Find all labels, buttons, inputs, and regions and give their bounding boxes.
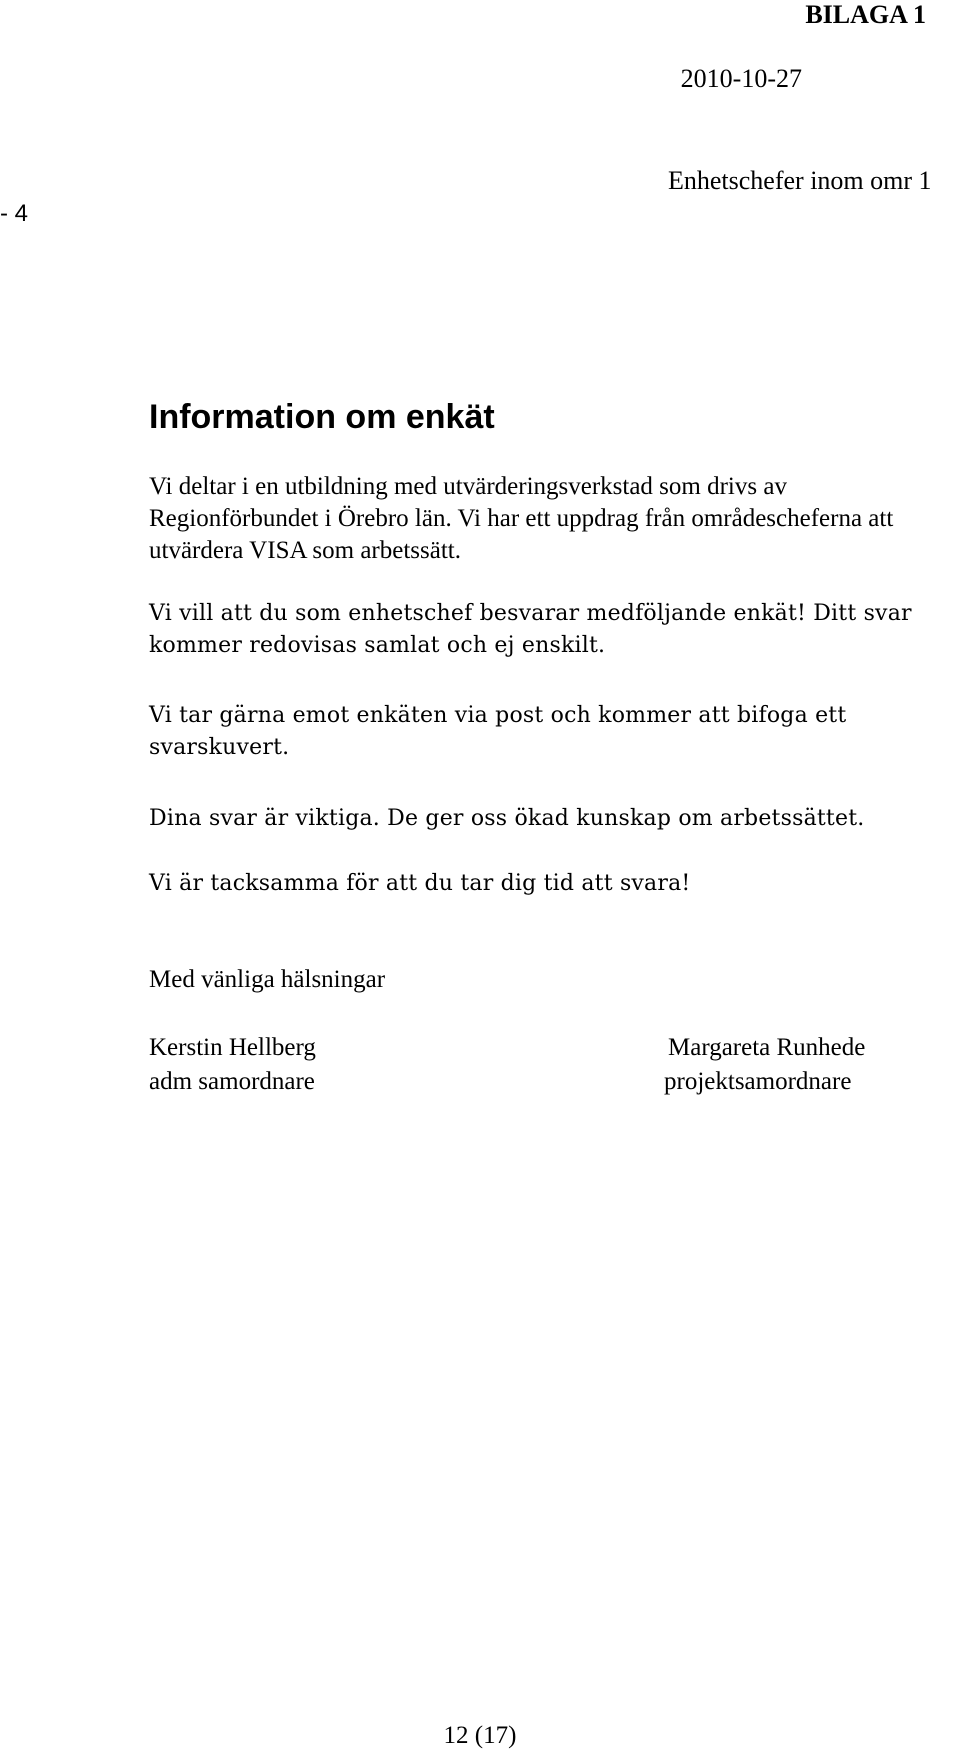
document-date: 2010-10-27	[680, 64, 802, 93]
body-paragraph: Vi tar gärna emot enkäten via post och kommer att bifoga ett svarskuvert.	[149, 703, 847, 760]
body-paragraph: Vi är tacksamma för att du tar dig tid att svara!	[149, 871, 691, 896]
recipient-label: Enhetschefer inom omr 1	[668, 166, 932, 195]
closing-greeting: Med vänliga hälsningar	[149, 966, 386, 993]
attachment-label: BILAGA 1	[805, 0, 926, 29]
page-title: Information om enkät	[149, 398, 495, 436]
body-paragraph: Vi deltar i en utbildning med utvärderingsverkstad som drivs av Regionförbundet i Örebro län. Vi har ett uppdrag från områdescheferna att utvärdera VISA som arbetssätt.	[149, 473, 894, 564]
signature-name: Margareta Runhede	[668, 1034, 866, 1061]
body-paragraph: Dina svar är viktiga. De ger oss ökad kunskap om arbetssättet.	[149, 806, 865, 831]
page-marker: - 4	[0, 200, 29, 227]
body-paragraph: Vi vill att du som enhetschef besvarar medföljande enkät! Ditt svar kommer redovisas samlat och ej enskilt.	[149, 601, 912, 658]
page-number: 12 (17)	[443, 1722, 517, 1749]
signature-role: projektsamordnare	[664, 1068, 852, 1095]
signature-role: adm samordnare	[149, 1068, 315, 1095]
signature-name: Kerstin Hellberg	[149, 1034, 316, 1061]
